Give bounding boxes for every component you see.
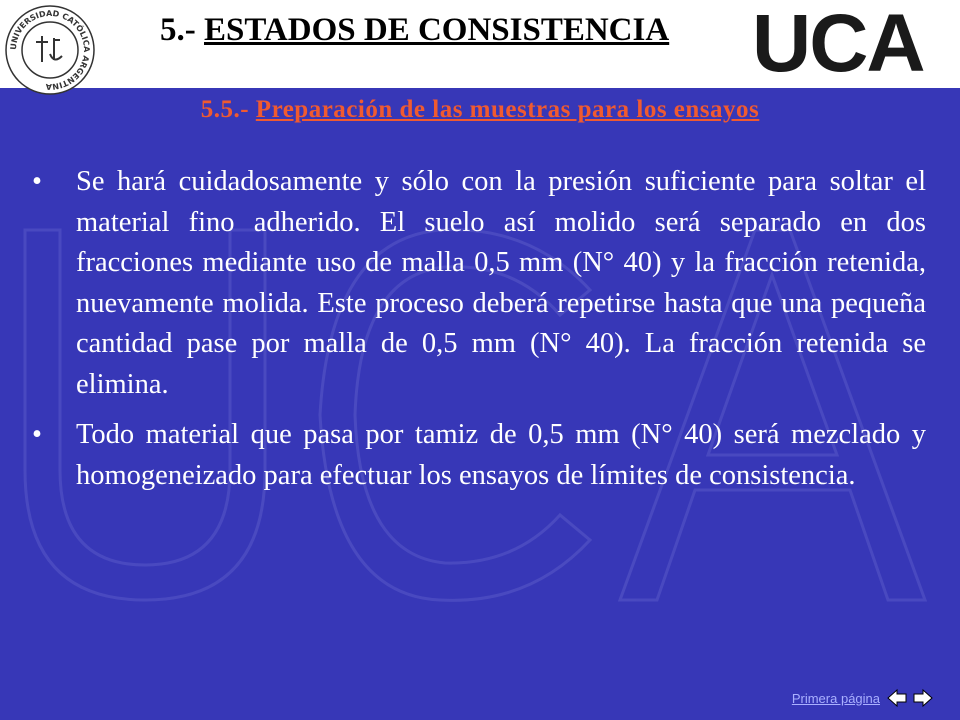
bullet-text: Todo material que pasa por tamiz de 0,5 mm (N° 40) será mezclado y homogeneizado para efectuar los ensayos de límites de consistencia. xyxy=(76,419,926,491)
page-title xyxy=(160,12,740,49)
seal-text: UNIVERSIDAD CATÓLICA ARGENTINA xyxy=(8,8,92,92)
bullet-text: Se hará cuidadosamente y sólo con la presión suficiente para soltar el material fino adherido. El suelo así molido será separado en dos fracciones mediante uso de malla 0,5 mm (N° 40) y la fracción retenida, nuevamente molida. Este proceso deberá repetirse hasta que una pequeña cantidad pase por malla de 0,5 mm (N° 40). La fracción retenida se elimina. xyxy=(76,166,926,400)
title-prefix: 5.- xyxy=(160,12,204,48)
bullet-item xyxy=(30,162,926,405)
uca-logo: UCA xyxy=(752,0,924,89)
arrow-right-icon[interactable] xyxy=(912,688,934,708)
bullet-marker: • xyxy=(32,419,42,450)
arrow-left-icon[interactable] xyxy=(886,688,908,708)
subtitle-prefix: 5.5.- xyxy=(200,96,256,123)
section-subtitle xyxy=(0,96,960,124)
first-page-link[interactable]: Primera página xyxy=(791,690,880,706)
slide-navigation xyxy=(792,688,934,708)
bullet-marker: • xyxy=(32,166,42,197)
university-seal-icon xyxy=(4,4,96,96)
title-text: ESTADOS DE CONSISTENCIA xyxy=(204,12,670,48)
bullet-list xyxy=(30,162,926,496)
bullet-item xyxy=(30,415,926,496)
subtitle-text: Preparación de las muestras para los ensayos xyxy=(255,96,760,123)
